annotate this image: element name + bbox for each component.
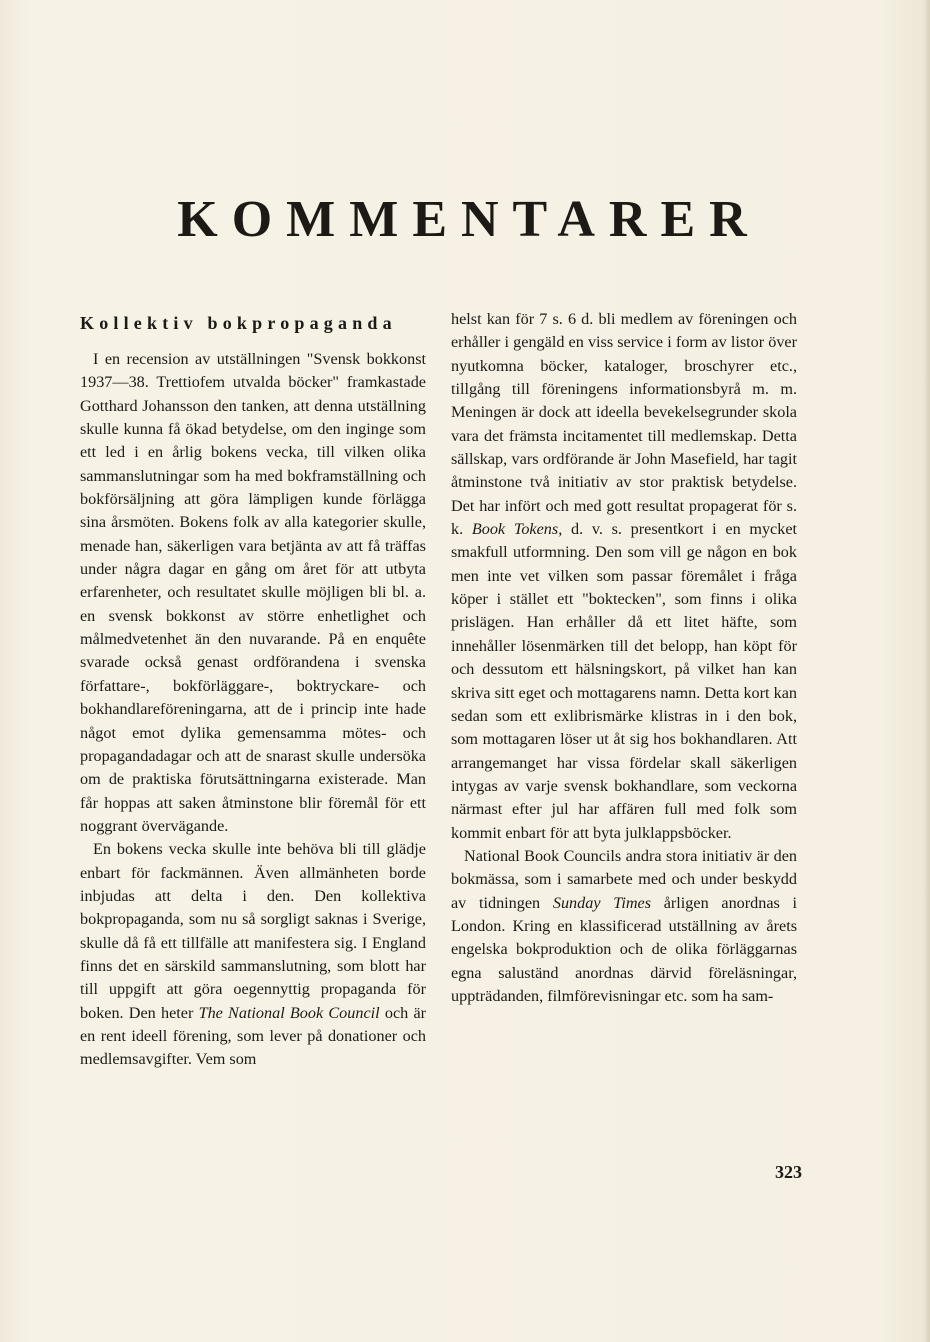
page-number: 323 — [775, 1162, 802, 1182]
left-paragraph-2-emphasis: The National Book Council — [198, 1003, 380, 1022]
right-paragraph-1-text-b: d. v. s. presentkort i en mycket smakfull utformning. Den som vill ge någon en bok men inte vet vilken som passar föremålet i fråga köper i stället ett "boktecken", som finns i olika prislägen. Han erhåller då ett litet häfte, som innehåller lösenmärken till det belopp, han köpt för och dessutom ett hälsningskort, på vilket han kan skriva sitt eget och mottagarens namn. Detta kort kan sedan som ett exlibrismärke klistras in i den bok, som mottagaren löser ut åt sig hos bokhandlaren. Att arrangemanget har vissa fördelar skall säkerligen intygas av varje svensk bokhandlare, som veckorna närmast efter jul har affären full med folk som kommit enbart för att byta julklappsböcker. — [451, 520, 798, 842]
page-heading: KOMMENTARER — [177, 191, 761, 248]
right-paragraph-2 — [451, 845, 797, 1008]
left-paragraph-2-text-a: En bokens vecka skulle inte behöva bli till glädje enbart för fackmännen. Även allmänheten borde inbjudas att delta i den. Den kollektiva bokpropaganda, som nu så sorgligt saknas i Sverige, skulle då få ett tillfälle att manifestera sig. I England finns det en särskild sammanslutning, som blott har till uppgift att göra oegennyttig propaganda för boken. Den heter — [80, 840, 426, 1022]
right-paragraph-1 — [451, 308, 797, 845]
right-paragraph-1-emphasis: Book Tokens, — [471, 520, 563, 539]
right-column — [451, 308, 797, 1008]
left-column — [80, 308, 426, 1072]
left-paragraph-2-text-b: och är en rent ideell förening, som lever på donationer och medlemsavgifter. Vem som — [80, 1003, 427, 1069]
right-paragraph-2-text-b: årligen anordnas i London. Kring en klassificerad utställning av årets engelska bokproduktion och de olika förläggarnas egna saluständ anordnas därvid föreläsningar, uppträdanden, filmförevisningar etc. som ha sam- — [451, 893, 798, 1005]
right-paragraph-1-text-a: helst kan för 7 s. 6 d. bli medlem av föreningen och erhåller i gengäld en viss service i form av listor över nyutkomna böcker, kataloger, broschyrer etc., tillgång till föreningens informationsbyrå m. m. Meningen är dock att ideella bevekelsegrunder skola vara det främsta incitamentet till medlemskap. Detta sällskap, vars ordförande är John Masefield, har tagit åtminstone två initiativ av stor praktisk betydelse. Det har infört och med gott resultat propagerat för s. k. — [451, 310, 797, 539]
left-paragraph-1: I en recension av utställningen "Svensk bokkonst 1937—38. Trettiofem utvalda böcker" framkastade Gotthard Johansson den tanken, att denna utställning skulle kunna få ökad betydelse, om den inginge som ett led i en årlig bokens vecka, till vilken olika sammanslutningar som ha med bokframställning och bokförsäljning att göra lämpligen kunde förlägga sina årsmöten. Bokens folk av alla kategorier skulle, menade han, säkerligen vara betjänta av att få träffas under några dagar en gång om året för att utbyta erfarenheter, och resultatet skulle möjligen bli bl. a. en svensk bokkonst av större enhetlighet och målmedvetenhet än den nuvarande. På en enquête svarade också genast ordförandena i svenska författare-, bokförläggare-, boktryckare- och bokhandlareföreningarna, att de i princip inte hade något emot dylika gemensamma mötes- och propagandadagar och att de snarast skulle undersöka om de praktiska förutsättningarna existerade. Man får hoppas att saken åtminstone blir föremål för ett noggrant övervägande. — [80, 350, 426, 835]
left-paragraph-2 — [80, 838, 426, 1071]
right-paragraph-2-emphasis: Sunday Times — [552, 893, 652, 912]
section-title: Kollektiv bokpropaganda — [80, 313, 397, 333]
right-paragraph-2-text-a: National Book Councils andra stora initiativ är den bokmässa, som i samarbete med och under beskydd av tidningen — [451, 846, 797, 912]
